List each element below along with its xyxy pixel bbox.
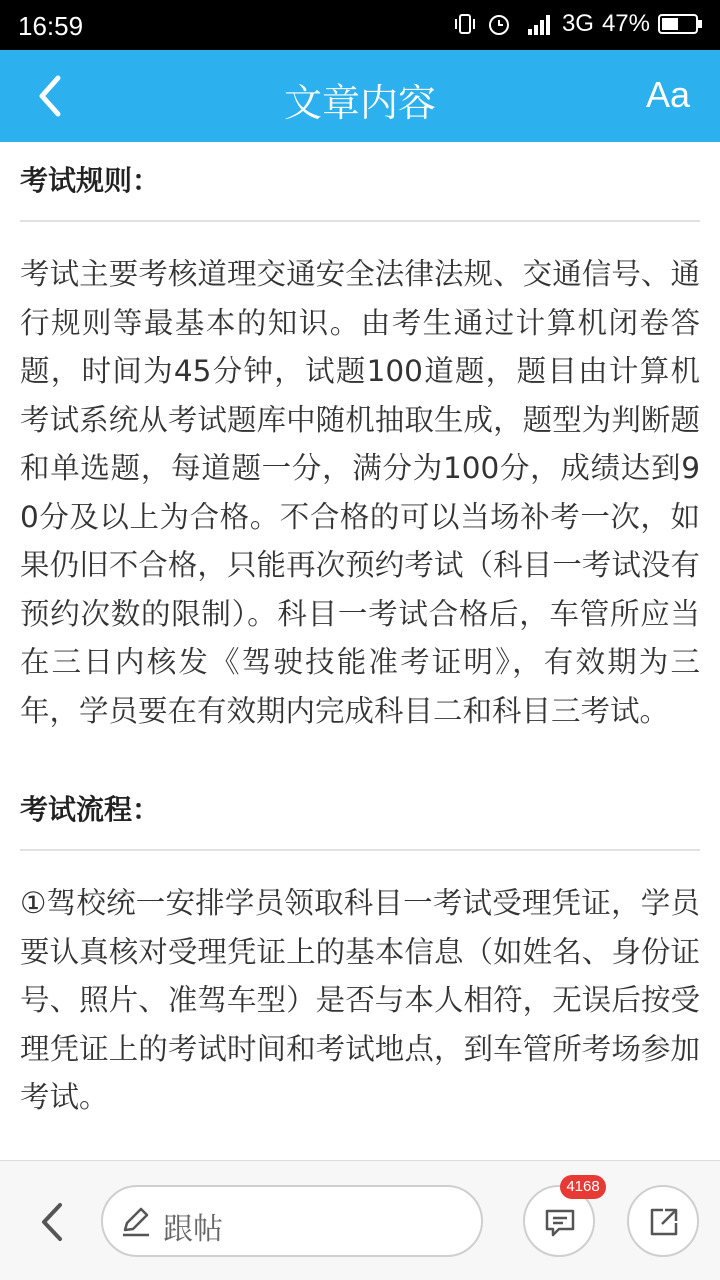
reply-input[interactable]	[101, 1185, 483, 1257]
alarm-icon	[486, 11, 512, 37]
reply-label: 跟帖	[163, 1212, 223, 1247]
page-title: 文章内容	[283, 81, 436, 125]
status-time: 16:59	[18, 11, 84, 41]
app-header	[0, 50, 720, 142]
pencil-icon	[119, 1204, 153, 1238]
bottom-back-button[interactable]	[36, 1201, 72, 1243]
battery-icon	[658, 13, 704, 35]
battery-percent: 47%	[601, 10, 650, 37]
rules-paragraph: 考试主要考核道理交通安全法律法规、交通信号、通行规则等最基本的知识。由考生通过计算机闭卷答题，时间为45分钟，试题100道题，题目由计算机考试系统从考试题库中随机抽取生成，题型为判断题和单选题，每道题一分，满分为100分，成绩达到90分及以上为合格。不合格的可以当场补考一次，如果仍旧不合格，只能再次预约考试（科目一考试没有预约次数的限制）。科目一考试合格后，车管所应当在三日内核发《驾驶技能准考证明》，有效期为三年，学员要在有效期内完成科目二和科目三考试。	[20, 257, 700, 728]
article-content[interactable]	[0, 142, 720, 1160]
process-paragraph: ①驾校统一安排学员领取科目一考试受理凭证，学员要认真核对受理凭证上的基本信息（如姓名、身份证号、照片、准驾车型）是否与本人相符，无误后按受理凭证上的考试时间和考试地点，到车管所考场参加考试。	[20, 886, 700, 1114]
vibrate-icon	[452, 11, 478, 37]
signal-icon	[520, 12, 554, 36]
share-icon	[647, 1205, 681, 1239]
share-button[interactable]	[627, 1185, 699, 1257]
comment-count-badge: 4168	[560, 1175, 606, 1199]
comment-icon	[543, 1205, 577, 1239]
status-icons	[452, 10, 704, 38]
section-heading-rules: 考试规则：	[20, 164, 161, 197]
divider	[20, 220, 700, 222]
font-size-button[interactable]: Aa	[645, 74, 690, 115]
status-bar	[0, 0, 720, 50]
bottom-toolbar	[0, 1160, 720, 1280]
section-heading-process: 考试流程：	[20, 793, 161, 826]
chevron-left-icon	[36, 1201, 72, 1243]
divider	[20, 849, 700, 851]
network-type: 3G	[561, 10, 594, 37]
